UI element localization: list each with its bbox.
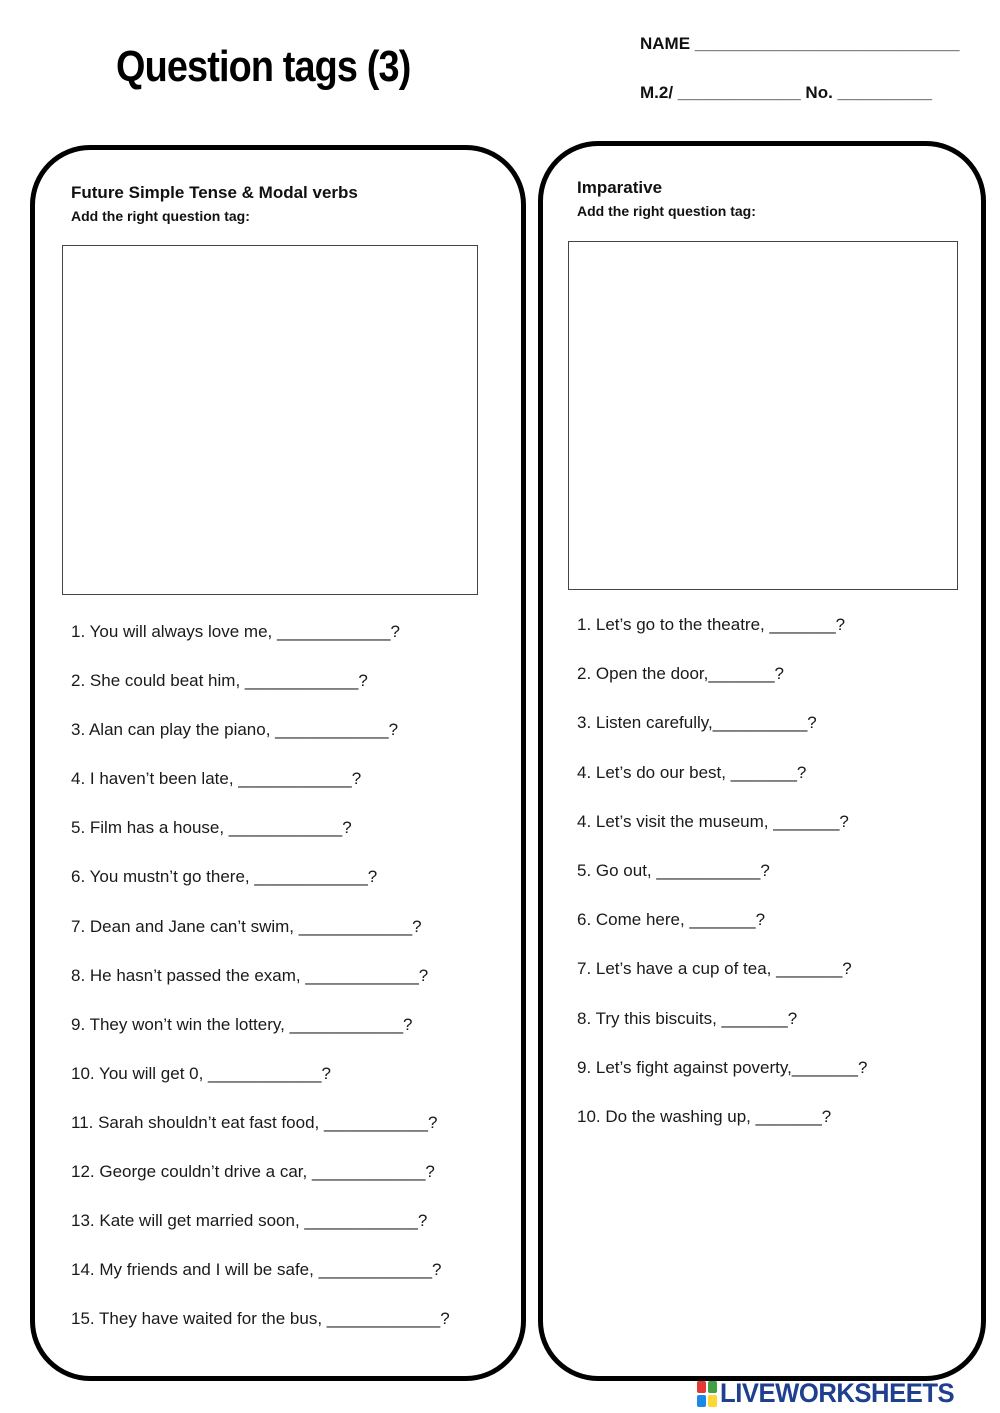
question-item[interactable]: 4. Let’s visit the museum, _______?	[577, 811, 849, 831]
name-field[interactable]: NAME ____________________________	[640, 34, 960, 53]
question-item[interactable]: 7. Dean and Jane can’t swim, ____________?	[71, 916, 422, 936]
question-item[interactable]: 6. Come here, _______?	[577, 910, 766, 930]
question-item[interactable]: 5. Film has a house, ____________?	[71, 818, 352, 838]
question-item[interactable]: 13. Kate will get married soon, ____________?	[71, 1211, 428, 1231]
liveworksheets-logo-icon	[697, 1381, 717, 1407]
question-item[interactable]: 4. I haven’t been late, ____________?	[71, 769, 362, 789]
question-item[interactable]: 2. Open the door,_______?	[577, 664, 785, 684]
question-item[interactable]: 4. Let’s do our best, _______?	[577, 762, 807, 782]
question-item[interactable]: 7. Let’s have a cup of tea, _______?	[577, 959, 852, 979]
imperative-panel	[538, 141, 986, 1381]
question-list	[577, 615, 867, 1156]
question-item[interactable]: 2. She could beat him, ____________?	[71, 671, 368, 691]
question-item[interactable]: 10. You will get 0, ____________?	[71, 1063, 331, 1083]
answer-image-box[interactable]	[62, 245, 478, 595]
question-item[interactable]: 6. You mustn’t go there, ____________?	[71, 867, 378, 887]
brand-name: LIVEWORKSHEETS	[720, 1378, 955, 1408]
logo-square-icon	[708, 1395, 717, 1407]
question-item[interactable]: 14. My friends and I will be safe, ____________?	[71, 1260, 442, 1280]
class-number-field[interactable]: M.2/ _____________ No. __________	[640, 83, 933, 102]
question-item[interactable]: 8. He hasn’t passed the exam, ____________?	[71, 965, 429, 985]
question-item[interactable]: 10. Do the washing up, _______?	[577, 1106, 832, 1126]
future-modal-panel	[30, 145, 526, 1381]
question-item[interactable]: 3. Alan can play the piano, ____________?	[71, 720, 399, 740]
question-item[interactable]: 1. Let’s go to the theatre, _______?	[577, 615, 846, 634]
question-item[interactable]: 11. Sarah shouldn’t eat fast food, ___________?	[71, 1112, 438, 1132]
section-title: Future Simple Tense & Modal verbs	[71, 183, 358, 202]
logo-square-icon	[697, 1381, 706, 1393]
question-item[interactable]: 1. You will always love me, ____________?	[71, 622, 400, 641]
liveworksheets-logo[interactable]	[697, 1378, 967, 1409]
worksheet-title: Question tags (3)	[116, 42, 411, 91]
question-item[interactable]: 15. They have waited for the bus, ____________?	[71, 1309, 450, 1329]
question-item[interactable]: 9. They won’t win the lottery, ____________?	[71, 1014, 413, 1034]
question-list	[71, 622, 450, 1358]
section-instruction: Add the right question tag:	[577, 203, 756, 219]
question-item[interactable]: 5. Go out, ___________?	[577, 860, 770, 880]
question-item[interactable]: 12. George couldn’t drive a car, ____________?	[71, 1162, 435, 1182]
logo-square-icon	[708, 1381, 717, 1393]
section-instruction: Add the right question tag:	[71, 208, 250, 224]
section-title: Imparative	[577, 178, 663, 197]
question-item[interactable]: 9. Let’s fight against poverty,_______?	[577, 1057, 868, 1077]
logo-square-icon	[697, 1395, 706, 1407]
question-item[interactable]: 8. Try this biscuits, _______?	[577, 1008, 798, 1028]
answer-image-box[interactable]	[568, 241, 958, 590]
question-item[interactable]: 3. Listen carefully,__________?	[577, 713, 817, 733]
